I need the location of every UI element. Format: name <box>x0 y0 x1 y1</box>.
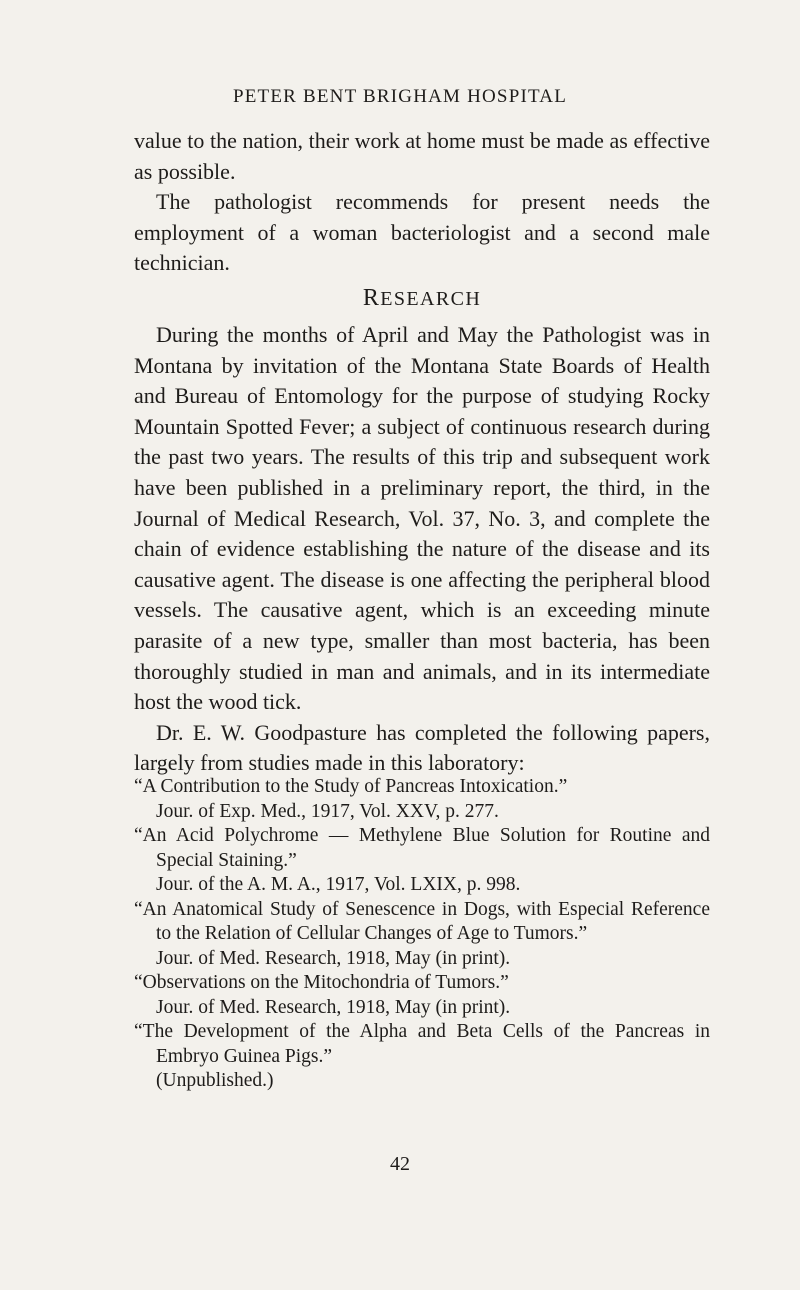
paper-source: (Unpublished.) <box>156 1070 274 1091</box>
paper-title: “A Contribution to the Study of Pancreas Intoxication.” <box>134 776 568 797</box>
paper-source: Jour. of Med. Research, 1918, May (in print). <box>156 947 511 969</box>
paper-entry <box>134 1020 710 1094</box>
paper-title: “An Anatomical Study of Senescence in Dogs, with Especial Reference to the Relation of Cellular Changes of Age to Tumors.” <box>134 898 710 944</box>
section-heading-research <box>134 283 710 314</box>
paper-source: Jour. of Exp. Med., 1917, Vol. XXV, p. 277. <box>156 800 499 822</box>
paper-title: “An Acid Polychrome — Methylene Blue Solution for Routine and Special Staining.” <box>134 825 710 871</box>
paper-entry <box>134 775 710 824</box>
paper-entry <box>134 824 710 898</box>
research-paragraph-1: During the months of April and May the Pathologist was in Montana by invitation of the Montana State Boards of Health and Bureau of Entomology for the purpose of studying Rocky Mountain Spotted Fever; a subject of continuous research during the past two years. The results of this trip and subsequent work have been published in a preliminary report, the third, in the Journal of Medical Research, Vol. 37, No. 3, and complete the chain of evidence establishing the nature of the disease and its causative agent. The disease is one affecting the peripheral blood vessels. The causative agent, which is an exceeding minute parasite of a new type, smaller than most bacteria, has been thoroughly studied in man and animals, and in its intermediate host the wood tick. <box>134 321 710 715</box>
paper-source: Jour. of the A. M. A., 1917, Vol. LXIX, p. 998. <box>156 874 521 895</box>
intro-paragraph-2: The pathologist recommends for present needs the employment of a woman bacteriologist and a second male technician. <box>134 189 710 276</box>
intro-paragraph-1: value to the nation, their work at home must be made as effective as possible. <box>134 128 710 184</box>
paper-title: “The Development of the Alpha and Beta Cells of the Pancreas in Embryo Guinea Pigs.” <box>134 1021 710 1067</box>
body-text <box>134 126 710 779</box>
paper-entry <box>134 971 710 1020</box>
heading-rest: ESEARCH <box>380 287 482 310</box>
heading-initial: R <box>362 284 381 311</box>
paper-entry <box>134 898 710 972</box>
page-number: 42 <box>390 1153 410 1175</box>
paper-title: “Observations on the Mitochondria of Tumors.” <box>134 972 509 993</box>
paper-source: Jour. of Med. Research, 1918, May (in print). <box>156 996 511 1018</box>
paper-list <box>134 775 710 1094</box>
running-header: PETER BENT BRIGHAM HOSPITAL <box>232 86 567 107</box>
research-paragraph-2: Dr. E. W. Goodpasture has completed the following papers, largely from studies made in this laboratory: <box>134 719 710 776</box>
